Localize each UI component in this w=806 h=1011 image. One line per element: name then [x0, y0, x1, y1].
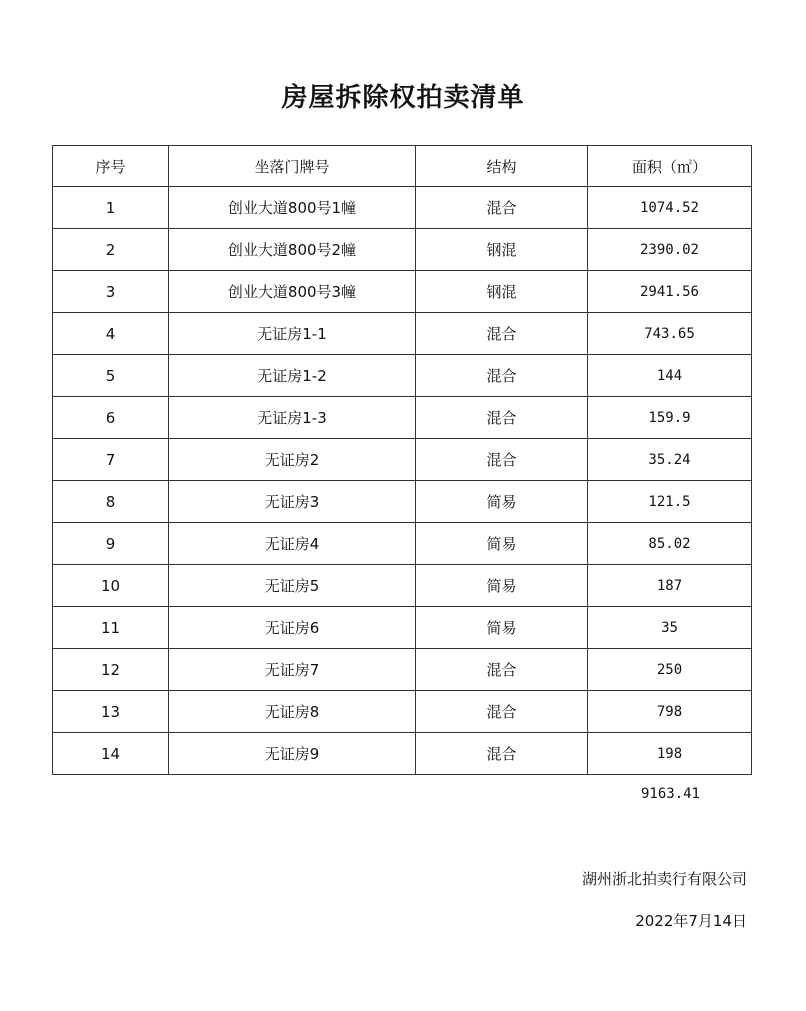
cell-index: 7	[53, 439, 169, 481]
table-row	[53, 733, 752, 775]
cell-address: 无证房6	[169, 607, 416, 649]
table-row	[53, 649, 752, 691]
header-index: 序号	[53, 146, 169, 187]
cell-index: 2	[53, 229, 169, 271]
cell-area: 35	[588, 607, 752, 649]
cell-index: 5	[53, 355, 169, 397]
cell-structure: 钢混	[416, 229, 588, 271]
table-row	[53, 271, 752, 313]
header-area: 面积（㎡）	[588, 146, 752, 187]
cell-structure: 简易	[416, 565, 588, 607]
auction-list-table	[52, 145, 752, 775]
total-area: 9163.41	[640, 786, 700, 802]
cell-structure: 混合	[416, 733, 588, 775]
cell-index: 12	[53, 649, 169, 691]
cell-area: 198	[588, 733, 752, 775]
cell-address: 无证房2	[169, 439, 416, 481]
cell-area: 35.24	[588, 439, 752, 481]
cell-index: 9	[53, 523, 169, 565]
cell-area: 144	[588, 355, 752, 397]
table-row	[53, 607, 752, 649]
cell-area: 743.65	[588, 313, 752, 355]
cell-index: 10	[53, 565, 169, 607]
table-row	[53, 565, 752, 607]
cell-area: 159.9	[588, 397, 752, 439]
header-address: 坐落门牌号	[169, 146, 416, 187]
document-date: 2022年7月14日	[635, 912, 747, 930]
table-row	[53, 229, 752, 271]
cell-index: 8	[53, 481, 169, 523]
cell-address: 无证房5	[169, 565, 416, 607]
cell-address: 无证房4	[169, 523, 416, 565]
cell-structure: 混合	[416, 397, 588, 439]
table-row	[53, 691, 752, 733]
cell-area: 250	[588, 649, 752, 691]
table-row	[53, 355, 752, 397]
cell-address: 创业大道800号3幢	[169, 271, 416, 313]
cell-index: 6	[53, 397, 169, 439]
table-row	[53, 439, 752, 481]
cell-address: 无证房1-2	[169, 355, 416, 397]
cell-index: 14	[53, 733, 169, 775]
cell-structure: 混合	[416, 187, 588, 229]
document-title: 房屋拆除权拍卖清单	[281, 83, 525, 113]
table-row	[53, 187, 752, 229]
cell-structure: 混合	[416, 691, 588, 733]
cell-area: 85.02	[588, 523, 752, 565]
cell-structure: 钢混	[416, 271, 588, 313]
cell-area: 798	[588, 691, 752, 733]
cell-structure: 混合	[416, 649, 588, 691]
cell-structure: 简易	[416, 607, 588, 649]
cell-address: 无证房7	[169, 649, 416, 691]
table-row	[53, 523, 752, 565]
cell-address: 无证房1-1	[169, 313, 416, 355]
cell-index: 4	[53, 313, 169, 355]
company-name: 湖州浙北拍卖行有限公司	[581, 870, 747, 888]
cell-address: 无证房9	[169, 733, 416, 775]
cell-area: 121.5	[588, 481, 752, 523]
cell-address: 无证房1-3	[169, 397, 416, 439]
header-structure: 结构	[416, 146, 588, 187]
cell-area: 1074.52	[588, 187, 752, 229]
table-row	[53, 313, 752, 355]
cell-address: 无证房3	[169, 481, 416, 523]
cell-structure: 简易	[416, 481, 588, 523]
cell-structure: 混合	[416, 439, 588, 481]
table-row	[53, 397, 752, 439]
cell-area: 2941.56	[588, 271, 752, 313]
cell-area: 2390.02	[588, 229, 752, 271]
cell-index: 3	[53, 271, 169, 313]
cell-structure: 简易	[416, 523, 588, 565]
cell-structure: 混合	[416, 355, 588, 397]
cell-area: 187	[588, 565, 752, 607]
table-header-row	[53, 146, 752, 187]
cell-address: 无证房8	[169, 691, 416, 733]
cell-index: 11	[53, 607, 169, 649]
cell-address: 创业大道800号2幢	[169, 229, 416, 271]
cell-index: 13	[53, 691, 169, 733]
cell-index: 1	[53, 187, 169, 229]
cell-address: 创业大道800号1幢	[169, 187, 416, 229]
cell-structure: 混合	[416, 313, 588, 355]
table-row	[53, 481, 752, 523]
